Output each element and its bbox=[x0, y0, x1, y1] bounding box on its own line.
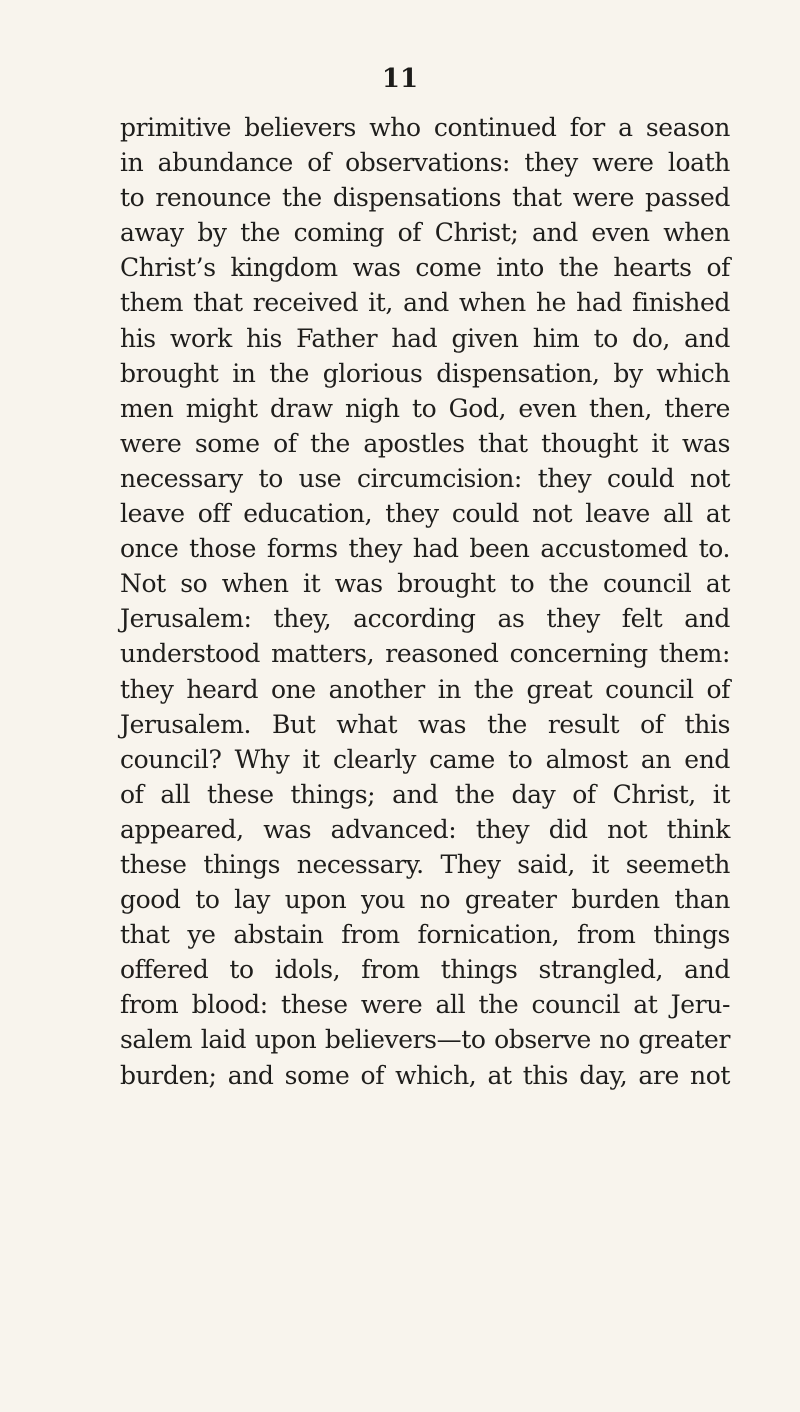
text-line: of all these things; and the day of Christ, it bbox=[120, 779, 730, 809]
text-line: from blood: these were all the council at Jeru- bbox=[120, 990, 730, 1020]
text-line: Not so when it was brought to the council at bbox=[120, 569, 730, 599]
text-line: good to lay upon you no greater burden than bbox=[120, 885, 730, 915]
text-line: once those forms they had been accustomed to. bbox=[120, 534, 730, 564]
text-line: in abundance of observations: they were loath bbox=[120, 148, 730, 178]
text-line: offered to idols, from things strangled, and bbox=[120, 955, 730, 985]
text-line: brought in the glorious dispensation, by which bbox=[120, 358, 730, 388]
text-line: were some of the apostles that thought it was bbox=[120, 428, 730, 458]
text-line: leave off education, they could not leave all at bbox=[120, 499, 730, 529]
text-line: away by the coming of Christ; and even when bbox=[120, 218, 730, 248]
text-line: to renounce the dispensations that were passed bbox=[120, 183, 730, 213]
text-line: understood matters, reasoned concerning them: bbox=[120, 639, 730, 669]
text-line: Christ’s kingdom was come into the hearts of bbox=[120, 253, 730, 283]
text-line: primitive believers who continued for a season bbox=[120, 113, 730, 142]
page-number: 11 bbox=[381, 64, 419, 94]
text-line: them that received it, and when he had finished bbox=[120, 288, 730, 318]
body-text bbox=[120, 110, 730, 1093]
text-line: salem laid upon believers—to observe no greater bbox=[120, 1025, 730, 1055]
text-line: Jerusalem: they, according as they felt and bbox=[120, 604, 730, 634]
text-line: burden; and some of which, at this day, are not bbox=[120, 1060, 730, 1090]
text-line: appeared, was advanced: they did not think bbox=[120, 814, 730, 844]
text-line: Jerusalem. But what was the result of this bbox=[120, 709, 730, 739]
text-line: council? Why it clearly came to almost an end bbox=[120, 744, 730, 774]
text-line: that ye abstain from fornication, from things bbox=[120, 920, 730, 950]
text-line: these things necessary. They said, it seemeth bbox=[120, 849, 730, 879]
text-line: they heard one another in the great council of bbox=[120, 674, 730, 704]
text-line: men might draw nigh to God, even then, there bbox=[120, 393, 730, 423]
text-line: his work his Father had given him to do, and bbox=[120, 323, 730, 353]
text-line: necessary to use circumcision: they could not bbox=[120, 463, 730, 493]
